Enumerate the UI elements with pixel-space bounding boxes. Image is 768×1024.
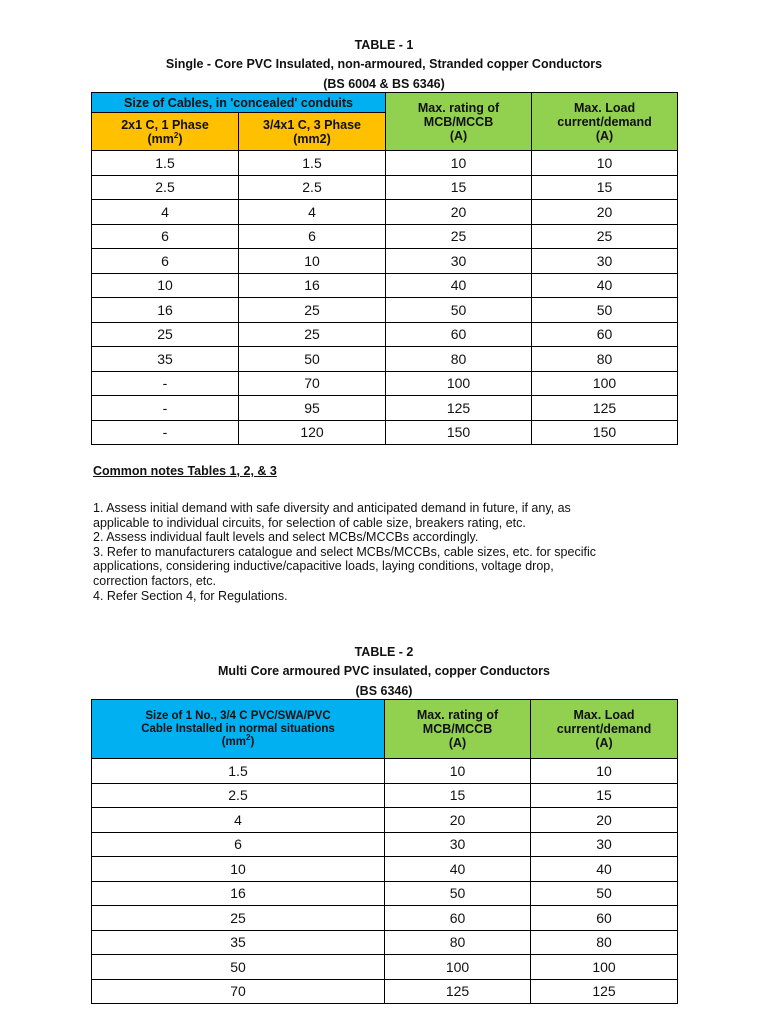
table-cell: 10 <box>386 151 532 176</box>
note-line: 3. Refer to manufacturers catalogue and select MCBs/MCCBs, cable sizes, etc. for specific <box>93 544 596 559</box>
table-row <box>92 273 678 298</box>
table-cell: 20 <box>532 200 678 225</box>
table-cell: 15 <box>532 175 678 200</box>
table-cell: 25 <box>92 906 385 931</box>
table-cell: 70 <box>92 979 385 1004</box>
table2-col2-line3: (A) <box>448 736 467 750</box>
table-cell: 100 <box>532 371 678 396</box>
table-cell: 6 <box>239 224 386 249</box>
table-row <box>92 979 678 1004</box>
table-cell: 30 <box>531 832 678 857</box>
table-cell: 4 <box>239 200 386 225</box>
table2-standard: (BS 6346) <box>355 684 413 698</box>
table-cell: 30 <box>385 832 531 857</box>
table-cell: 40 <box>386 273 532 298</box>
table-cell: 16 <box>92 881 385 906</box>
table1-col4-line2: current/demand <box>557 114 652 129</box>
table2-col2-line2: MCB/MCCB <box>422 722 493 736</box>
table-row <box>92 759 678 784</box>
table-cell: - <box>92 371 239 396</box>
table-cell: 100 <box>385 955 531 980</box>
table-row <box>92 906 678 931</box>
table-cell: 50 <box>386 298 532 323</box>
notes-title: Common notes Tables 1, 2, & 3 <box>93 464 277 478</box>
table-row <box>92 200 678 225</box>
table-cell: 50 <box>531 881 678 906</box>
table1-col2-unit: (mm2) <box>293 131 331 146</box>
table-cell: 25 <box>239 322 386 347</box>
table1-col4-line1: Max. Load <box>573 100 636 115</box>
table2-col2-line1: Max. rating of <box>416 708 499 722</box>
table-cell: 6 <box>92 249 239 274</box>
table-cell: 80 <box>532 347 678 372</box>
table-cell: 95 <box>239 396 386 421</box>
table-cell: 125 <box>531 979 678 1004</box>
table-row <box>92 396 678 421</box>
table-cell: 50 <box>92 955 385 980</box>
table-row <box>92 298 678 323</box>
table-row <box>92 371 678 396</box>
table1-col4-header <box>532 93 678 151</box>
table-row <box>92 881 678 906</box>
table-row <box>92 322 678 347</box>
table1 <box>91 92 678 445</box>
table-row <box>92 420 678 445</box>
table1-col4-line3: (A) <box>595 128 614 143</box>
table-cell: 2.5 <box>239 175 386 200</box>
table-cell: 50 <box>385 881 531 906</box>
table-cell: 60 <box>531 906 678 931</box>
table-cell: 150 <box>386 420 532 445</box>
table-cell: 20 <box>386 200 532 225</box>
table-row <box>92 249 678 274</box>
table-cell: 10 <box>92 273 239 298</box>
table-row <box>92 151 678 176</box>
table1-col2-header <box>239 113 386 151</box>
table-cell: 40 <box>531 857 678 882</box>
table2-col1-unit: $(mm^2)$ <box>221 732 255 748</box>
table1-col1-header <box>92 113 239 151</box>
table2 <box>91 699 678 1004</box>
table-row <box>92 930 678 955</box>
note-line: applicable to individual circuits, for selection of cable size, breakers rating, etc. <box>93 515 526 530</box>
table-cell: 1.5 <box>239 151 386 176</box>
table-row <box>92 808 678 833</box>
table-cell: 60 <box>532 322 678 347</box>
table-cell: 20 <box>385 808 531 833</box>
table-cell: 80 <box>386 347 532 372</box>
table-cell: 10 <box>532 151 678 176</box>
table-row <box>92 224 678 249</box>
table-cell: 40 <box>385 857 531 882</box>
table-cell: 25 <box>92 322 239 347</box>
table-row <box>92 955 678 980</box>
table2-col3-line1: Max. Load <box>573 708 635 722</box>
table1-title: TABLE - 1 <box>354 38 414 52</box>
table1-col3-header <box>386 93 532 151</box>
table-cell: 100 <box>386 371 532 396</box>
note-line: 1. Assess initial demand with safe diversity and anticipated demand in future, if any, as <box>93 501 571 515</box>
table1-standard: (BS 6004 & BS 6346) <box>323 77 445 91</box>
table-cell: 35 <box>92 347 239 372</box>
table2-col1-header <box>92 700 385 759</box>
table-cell: 20 <box>531 808 678 833</box>
table-row <box>92 857 678 882</box>
table2-subtitle: Multi Core armoured PVC insulated, copper Conductors <box>218 664 550 678</box>
table-cell: 150 <box>532 420 678 445</box>
table1-body <box>92 151 678 445</box>
table1-col2-label: 3/4x1 C, 3 Phase <box>263 117 361 132</box>
table-cell: 4 <box>92 200 239 225</box>
table1-group-header: Size of Cables, in 'concealed' conduits <box>92 93 386 113</box>
table-cell: 50 <box>532 298 678 323</box>
note-line: correction factors, etc. <box>93 573 216 588</box>
table-cell: 1.5 <box>92 151 239 176</box>
table-cell: 6 <box>92 832 385 857</box>
table-cell: 6 <box>92 224 239 249</box>
table-cell: 10 <box>239 249 386 274</box>
table-cell: 30 <box>386 249 532 274</box>
table-cell: 60 <box>385 906 531 931</box>
table-cell: 70 <box>239 371 386 396</box>
table-cell: 120 <box>239 420 386 445</box>
table-cell: 25 <box>532 224 678 249</box>
table-cell: 10 <box>531 759 678 784</box>
table2-col2-header <box>385 700 531 759</box>
table-cell: 2.5 <box>92 783 385 808</box>
table-cell: 10 <box>92 857 385 882</box>
table2-col3-header <box>531 700 678 759</box>
table-cell: 125 <box>532 396 678 421</box>
table1-col3-line3: (A) <box>449 128 468 143</box>
table-cell: 80 <box>531 930 678 955</box>
note-line: 4. Refer Section 4, for Regulations. <box>93 588 288 603</box>
table-cell: 15 <box>531 783 678 808</box>
table-cell: - <box>92 420 239 445</box>
notes-body <box>93 501 693 603</box>
table-row <box>92 832 678 857</box>
table2-col1-line2: Cable Installed in normal situations <box>141 722 335 735</box>
table-cell: - <box>92 396 239 421</box>
table-cell: 4 <box>92 808 385 833</box>
table2-col1-line1: Size of 1 No., 3/4 C PVC/SWA/PVC <box>145 709 331 722</box>
note-line: 2. Assess individual fault levels and select MCBs/MCCBs accordingly. <box>93 530 479 545</box>
table1-col1-unit: $(mm^2)$ <box>147 130 183 146</box>
table-cell: 16 <box>239 273 386 298</box>
table-cell: 125 <box>386 396 532 421</box>
table-cell: 15 <box>385 783 531 808</box>
table-cell: 15 <box>386 175 532 200</box>
table-cell: 100 <box>531 955 678 980</box>
table-cell: 25 <box>239 298 386 323</box>
table-cell: 2.5 <box>92 175 239 200</box>
table-cell: 1.5 <box>92 759 385 784</box>
table-row <box>92 783 678 808</box>
table-cell: 125 <box>385 979 531 1004</box>
table-cell: 10 <box>385 759 531 784</box>
note-line: applications, considering inductive/capacitive loads, laying conditions, voltage drop, <box>93 559 554 574</box>
table-cell: 40 <box>532 273 678 298</box>
table-cell: 25 <box>386 224 532 249</box>
table1-subtitle: Single - Core PVC Insulated, non-armoured, Stranded copper Conductors <box>165 57 603 71</box>
table-cell: 50 <box>239 347 386 372</box>
table-cell: 60 <box>386 322 532 347</box>
table1-col3-line2: MCB/MCCB <box>423 114 494 129</box>
table1-col3-line1: Max. rating of <box>417 100 500 115</box>
table2-col3-line2: current/demand <box>556 722 652 736</box>
table-row <box>92 347 678 372</box>
table2-title: TABLE - 2 <box>354 645 414 659</box>
table-cell: 16 <box>92 298 239 323</box>
table2-body <box>92 759 678 1004</box>
table-cell: 35 <box>92 930 385 955</box>
table-cell: 30 <box>532 249 678 274</box>
table1-col1-label: 2x1 C, 1 Phase <box>121 117 209 132</box>
table-cell: 80 <box>385 930 531 955</box>
table2-col3-line3: (A) <box>595 736 613 750</box>
table-row <box>92 175 678 200</box>
